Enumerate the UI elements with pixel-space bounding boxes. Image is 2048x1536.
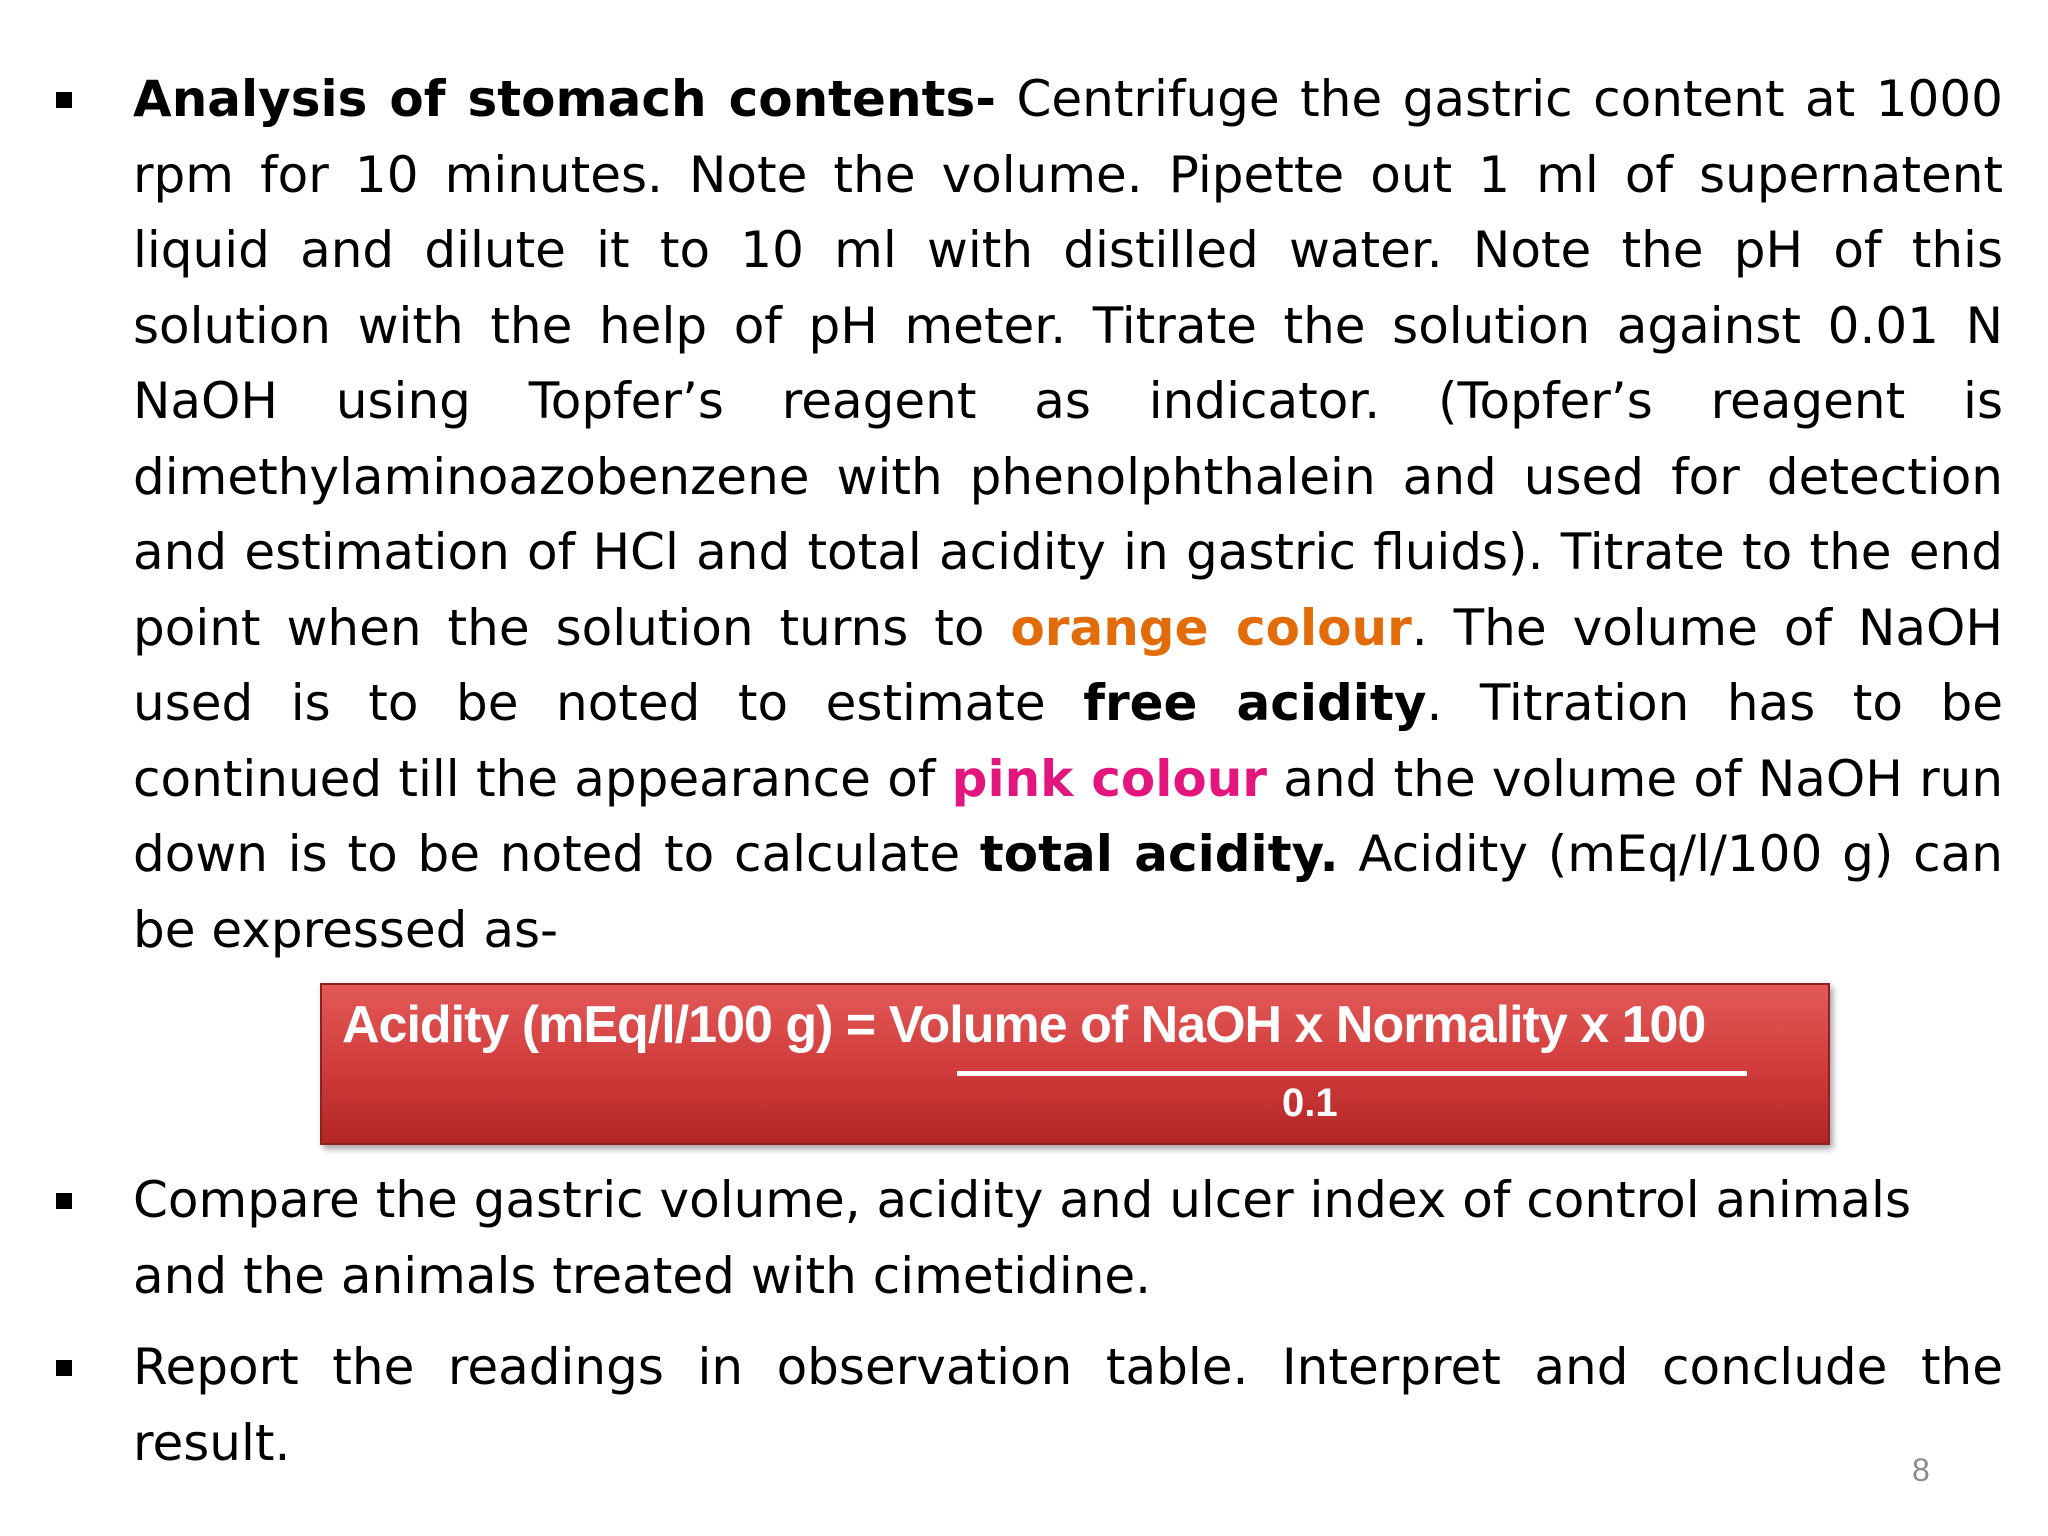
- compare-paragraph: Compare the gastric volume, acidity and ulcer index of control animals and the animals treated with cimetidine.: [133, 1171, 1912, 1305]
- formula-numerator: Acidity (mEq/l/100 g) = Volume of NaOH x Normality x 100: [342, 996, 1706, 1054]
- page-number: 8: [1912, 1452, 1930, 1488]
- orange-colour-highlight: orange colour: [1010, 598, 1412, 657]
- report-paragraph: Report the readings in observation table. Interpret and conclude the result.: [133, 1338, 2003, 1472]
- paragraph-text: Centrifuge the gastric content at 1000 rpm for 10 minutes. Note the volume. Pipette out 1 ml of supernatent liquid and dilute it to 10 ml with distilled water. Note the pH of this solution with the help of pH meter. Titrate the solution against 0.01 N NaOH using Topfer’s reagent as indicator. (Topfer’s reagent is dimethylaminoazobenzene with phenolphthalein and used for detection and estimation of HCl and total acidity in gastric fluids). Titrate to the end point when the solution turns to: [133, 70, 2003, 657]
- bullet-marker: [56, 92, 72, 108]
- fraction-bar: [957, 1071, 1747, 1076]
- bullet-marker: [56, 1193, 72, 1209]
- paragraph-text: and the volume of NaOH run down is to be noted to calculate: [133, 749, 2004, 883]
- pink-colour-highlight: pink colour: [951, 749, 1267, 808]
- bullet-marker: [56, 1360, 72, 1376]
- total-acidity-term: total acidity.: [979, 825, 1339, 883]
- paragraph-text: . Titration has to be continued till the appearance of: [133, 674, 2004, 808]
- paragraph-text: Acidity (mEq/l/100 g) can be expressed as-: [133, 825, 2003, 959]
- analysis-paragraph: [133, 62, 2003, 968]
- formula-denominator: 0.1: [1282, 1081, 1338, 1125]
- paragraph-text: . The volume of NaOH used is to be noted to estimate: [133, 598, 2004, 732]
- formula-box: [320, 983, 1830, 1145]
- paragraph-heading: Analysis of stomach contents-: [133, 70, 996, 128]
- free-acidity-term: free acidity: [1083, 674, 1427, 732]
